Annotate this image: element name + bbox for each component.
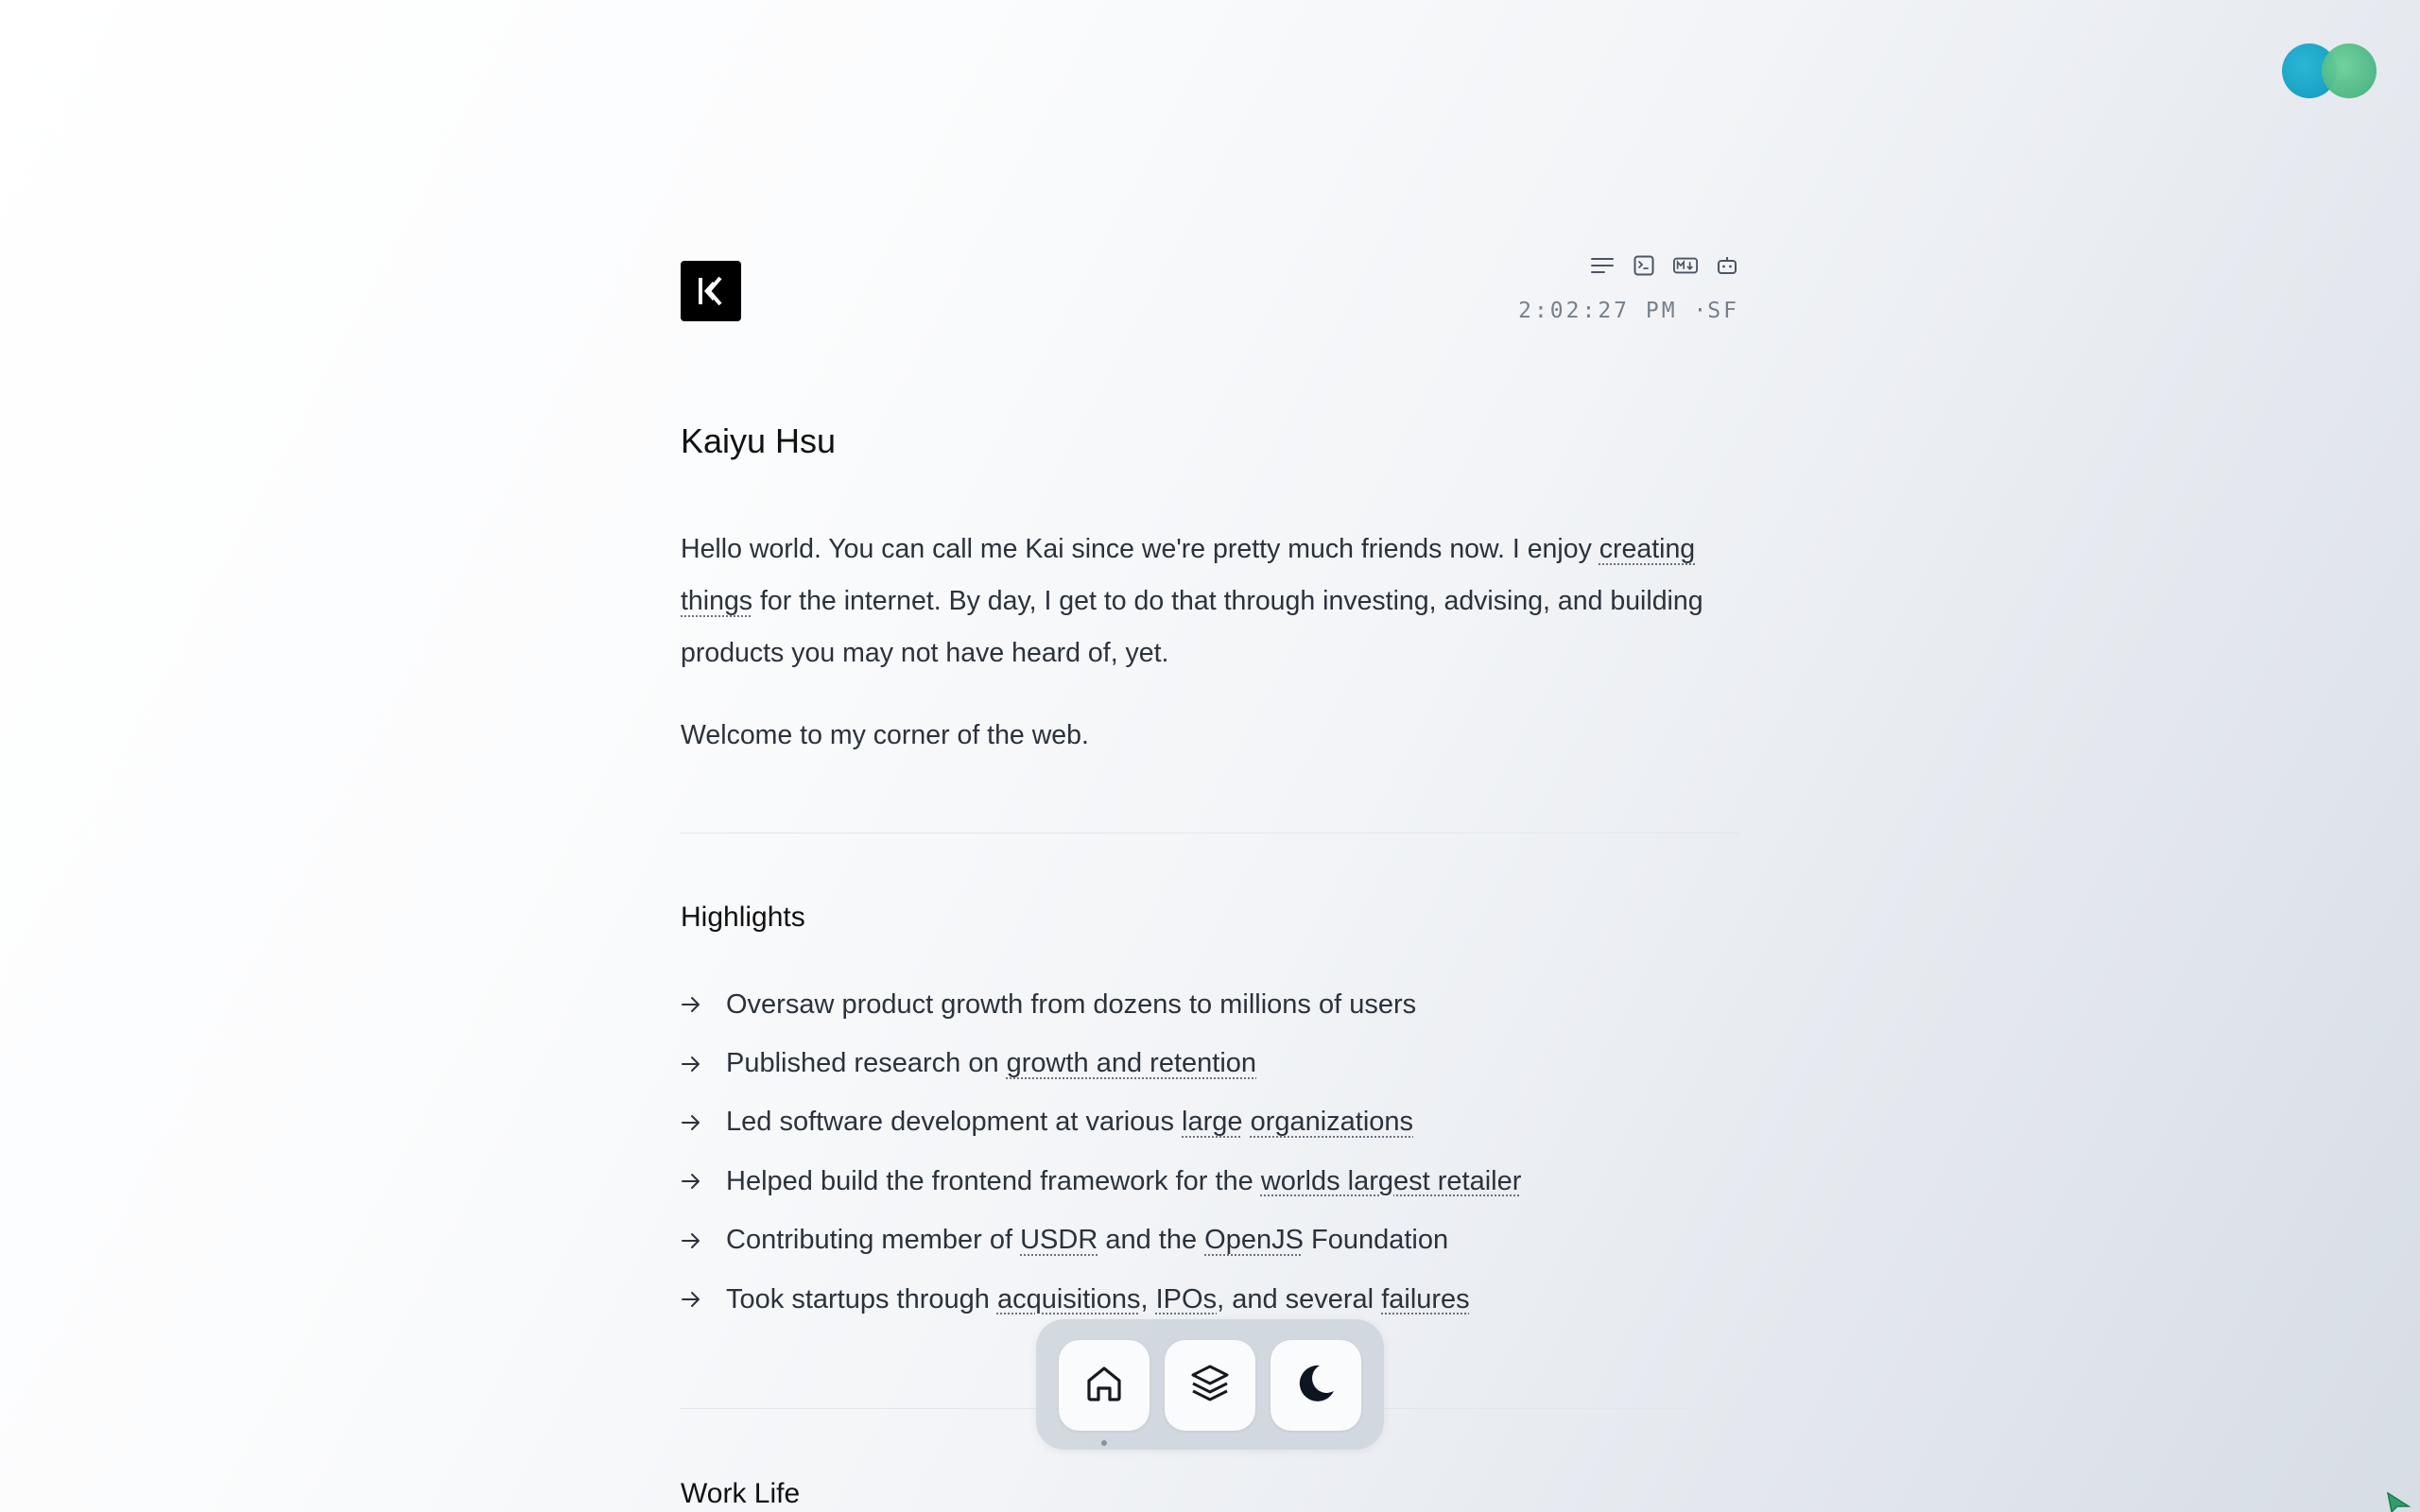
moon-icon bbox=[1294, 1362, 1338, 1410]
bio-text: Hello world. You can call me Kai since we're pretty much friends now. I enjoy bbox=[681, 534, 1599, 564]
text-lines-icon[interactable] bbox=[1590, 253, 1615, 278]
ipos-link[interactable]: IPOs bbox=[1155, 1283, 1218, 1314]
openjs-link[interactable]: OpenJS bbox=[1204, 1225, 1304, 1256]
arrow-right-icon bbox=[681, 1114, 726, 1131]
text: Published research on bbox=[726, 1048, 1007, 1079]
highlight-text bbox=[726, 1048, 1256, 1079]
acquisitions-link[interactable]: acquisitions bbox=[996, 1283, 1141, 1314]
robot-icon[interactable] bbox=[1715, 253, 1739, 278]
highlight-text: Oversaw product growth from dozens to millions of users bbox=[726, 988, 1417, 1020]
list-item bbox=[681, 1152, 1739, 1211]
list-item bbox=[681, 1211, 1739, 1270]
mouse-cursor-icon bbox=[2386, 1491, 2414, 1512]
text: Took startups through bbox=[726, 1283, 997, 1314]
bio-text: for the internet. By day, I get to do that through investing, advising, and building products you may not have heard of, yet. bbox=[681, 586, 1703, 668]
arrow-right-icon bbox=[681, 996, 726, 1013]
layers-icon bbox=[1188, 1362, 1232, 1410]
home-button[interactable] bbox=[1059, 1340, 1150, 1431]
view-toolbar bbox=[1590, 253, 1739, 278]
creating-things-link[interactable]: creating things bbox=[681, 534, 1696, 616]
growth-retention-link[interactable]: growth and retention bbox=[1006, 1048, 1257, 1079]
highlight-text bbox=[726, 1284, 1470, 1315]
list-item bbox=[681, 1093, 1739, 1152]
highlight-text bbox=[726, 1107, 1413, 1138]
avatar-bubbles[interactable] bbox=[2282, 43, 2380, 100]
arrow-right-icon bbox=[681, 1232, 726, 1249]
worlds-largest-retailer-link[interactable]: worlds largest retailer bbox=[1260, 1165, 1522, 1196]
text: , bbox=[1140, 1283, 1156, 1314]
green-bubble bbox=[2322, 43, 2377, 98]
work-life-heading: Work Life bbox=[681, 1478, 801, 1509]
bio bbox=[681, 524, 1739, 762]
failures-link[interactable]: failures bbox=[1381, 1283, 1470, 1314]
page-title: Kaiyu Hsu bbox=[681, 421, 837, 460]
projects-button[interactable] bbox=[1165, 1340, 1255, 1431]
k-monogram-logo-icon[interactable] bbox=[681, 261, 741, 321]
clock-time: 2:02:27 PM bbox=[1518, 299, 1678, 323]
local-clock bbox=[1518, 299, 1739, 323]
clock-separator: · bbox=[1693, 299, 1708, 323]
highlight-text bbox=[726, 1166, 1521, 1197]
home-icon bbox=[1083, 1363, 1125, 1409]
highlights-heading: Highlights bbox=[681, 902, 805, 933]
text: , and several bbox=[1217, 1283, 1382, 1314]
organizations-link[interactable]: organizations bbox=[1250, 1107, 1414, 1138]
text bbox=[1243, 1107, 1251, 1137]
text: Foundation bbox=[1303, 1225, 1449, 1256]
bottom-dock bbox=[1036, 1319, 1384, 1450]
arrow-right-icon bbox=[681, 1173, 726, 1190]
arrow-right-icon bbox=[681, 1291, 726, 1308]
active-indicator bbox=[1101, 1440, 1107, 1446]
list-item bbox=[681, 975, 1739, 1034]
bio-paragraph-2: Welcome to my corner of the web. bbox=[681, 720, 1089, 750]
text: Helped build the frontend framework for the bbox=[726, 1165, 1261, 1196]
markdown-icon[interactable] bbox=[1673, 253, 1698, 278]
large-link[interactable]: large bbox=[1182, 1107, 1243, 1138]
arrow-right-icon bbox=[681, 1056, 726, 1073]
highlights-list bbox=[681, 975, 1739, 1329]
clock-location: SF bbox=[1707, 299, 1739, 323]
theme-toggle-button[interactable] bbox=[1270, 1340, 1361, 1431]
highlight-text bbox=[726, 1225, 1448, 1256]
list-item bbox=[681, 1034, 1739, 1092]
text: Led software development at various bbox=[726, 1107, 1182, 1138]
text: and the bbox=[1098, 1225, 1205, 1256]
usdr-link[interactable]: USDR bbox=[1020, 1225, 1098, 1256]
text: Contributing member of bbox=[726, 1225, 1021, 1256]
bio-paragraph-1 bbox=[681, 524, 1739, 679]
terminal-icon[interactable] bbox=[1632, 253, 1656, 278]
